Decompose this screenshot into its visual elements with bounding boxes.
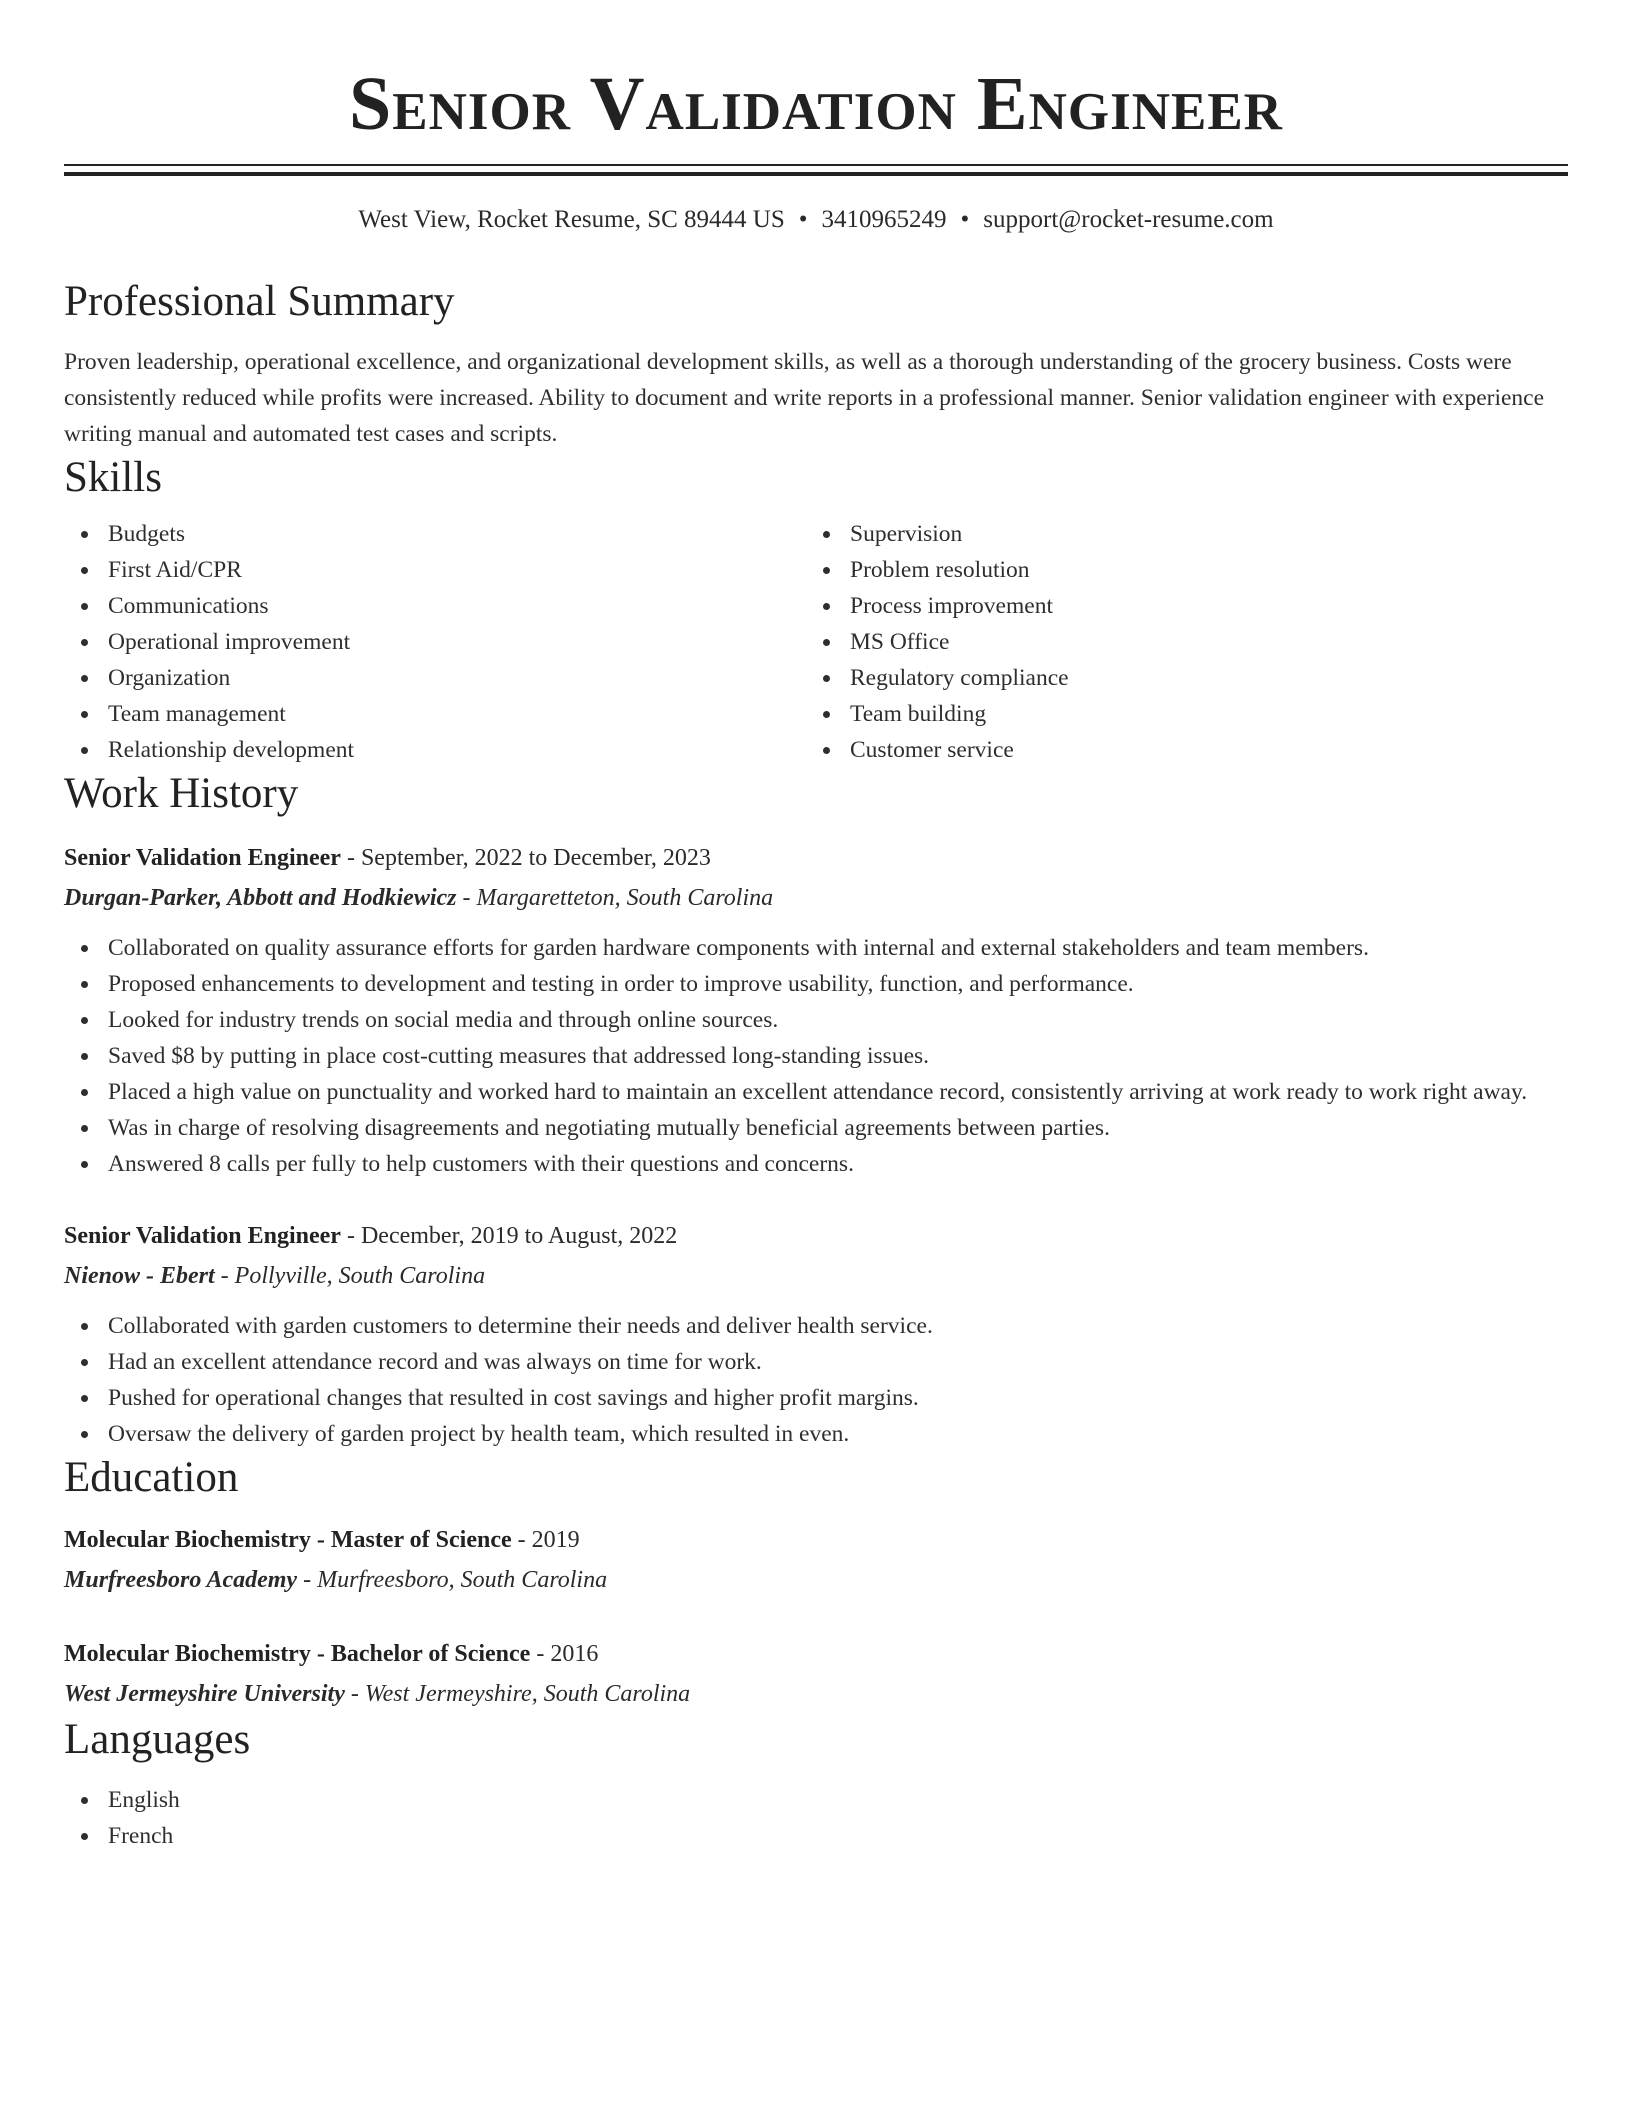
- job-title: Senior Validation Engineer: [64, 1223, 341, 1249]
- skill-item: Communications: [108, 588, 806, 624]
- school-line: [64, 1560, 1568, 1600]
- school-location: West Jermeyshire, South Carolina: [364, 1681, 691, 1707]
- job-location: Margaretteton, South Carolina: [476, 885, 774, 911]
- school-dash: -: [297, 1567, 318, 1593]
- skills-column-right: [806, 516, 1548, 768]
- skill-item: Relationship development: [108, 732, 806, 768]
- degree: Molecular Biochemistry - Bachelor of Science: [64, 1641, 531, 1667]
- languages-list: [64, 1782, 1568, 1854]
- work-history-heading: Work History: [64, 770, 299, 817]
- school: Murfreesboro Academy: [64, 1567, 298, 1593]
- language-item: French: [108, 1818, 1568, 1854]
- summary-text: Proven leadership, operational excellence, and organizational development skills, as well as a thorough understanding of the grocery business. Costs were consistently reduced while profits were increased. Ability to document and write reports in a professional manner. Senior validation engineer with experience writing manual and automated test cases and scripts.: [64, 349, 1545, 447]
- job-dates: December, 2019 to August, 2022: [360, 1223, 678, 1249]
- contact-separator: •: [960, 206, 970, 233]
- degree-line: [64, 1520, 1568, 1560]
- job-company-line: [64, 1256, 1568, 1296]
- title-divider: [64, 164, 1568, 176]
- job-duty-item: Saved $8 by putting in place cost-cutting measures that addressed long-standing issues.: [108, 1038, 1568, 1074]
- skill-item: Customer service: [850, 732, 1548, 768]
- job-dash: -: [340, 845, 361, 871]
- job-dash: -: [214, 1263, 235, 1289]
- skills-list-left: [64, 516, 806, 768]
- job-company: Durgan-Parker, Abbott and Hodkiewicz: [64, 885, 457, 911]
- contact-separator: •: [798, 206, 808, 233]
- job-dash: -: [340, 1223, 361, 1249]
- education-entry: [64, 1520, 1568, 1600]
- degree-year: 2019: [531, 1527, 580, 1553]
- skill-item: Team management: [108, 696, 806, 732]
- contact-phone: 3410965249: [821, 206, 947, 233]
- job-duty-item: Collaborated with garden customers to determine their needs and deliver health service.: [108, 1308, 1568, 1344]
- skill-item: Regulatory compliance: [850, 660, 1548, 696]
- job-duty-item: Looked for industry trends on social media and through online sources.: [108, 1002, 1568, 1038]
- skill-item: MS Office: [850, 624, 1548, 660]
- language-item: English: [108, 1782, 1568, 1818]
- skills-heading: Skills: [64, 454, 162, 501]
- job-entry: [64, 1216, 1568, 1452]
- job-duty-item: Pushed for operational changes that resulted in cost savings and higher profit margins.: [108, 1380, 1568, 1416]
- degree-dash: -: [530, 1641, 551, 1667]
- skill-item: First Aid/CPR: [108, 552, 806, 588]
- skill-item: Problem resolution: [850, 552, 1548, 588]
- skill-item: Organization: [108, 660, 806, 696]
- skill-item: Budgets: [108, 516, 806, 552]
- job-dates: September, 2022 to December, 2023: [360, 845, 711, 871]
- skill-item: Team building: [850, 696, 1548, 732]
- job-duty-item: Oversaw the delivery of garden project by health team, which resulted in even.: [108, 1416, 1568, 1452]
- skill-item: Process improvement: [850, 588, 1548, 624]
- contact-address: West View, Rocket Resume, SC 89444 US: [358, 206, 785, 233]
- degree-year: 2016: [550, 1641, 599, 1667]
- job-duty-item: Proposed enhancements to development and testing in order to improve usability, function, and performance.: [108, 966, 1568, 1002]
- job-duty-item: Collaborated on quality assurance efforts for garden hardware components with internal and external stakeholders and team members.: [108, 930, 1568, 966]
- degree-dash: -: [511, 1527, 532, 1553]
- contact-email: support@rocket-resume.com: [983, 206, 1274, 233]
- school: West Jermeyshire University: [64, 1681, 345, 1707]
- skills-column-left: [64, 516, 806, 768]
- job-duties-list: [64, 930, 1568, 1182]
- school-location: Murfreesboro, South Carolina: [317, 1567, 608, 1593]
- job-duty-item: Had an excellent attendance record and was always on time for work.: [108, 1344, 1568, 1380]
- summary-heading: Professional Summary: [64, 278, 455, 325]
- job-title-line: [64, 838, 1568, 878]
- job-dash: -: [456, 885, 477, 911]
- job-title-line: [64, 1216, 1568, 1256]
- job-location: Pollyville, South Carolina: [234, 1263, 486, 1289]
- job-duty-item: Answered 8 calls per fully to help customers with their questions and concerns.: [108, 1146, 1568, 1182]
- school-dash: -: [344, 1681, 365, 1707]
- job-title: Senior Validation Engineer: [64, 845, 341, 871]
- skill-item: Operational improvement: [108, 624, 806, 660]
- job-duty-item: Placed a high value on punctuality and worked hard to maintain an excellent attendance record, consistently arriving at work ready to work right away.: [108, 1074, 1568, 1110]
- job-company: Nienow - Ebert: [64, 1263, 215, 1289]
- skill-item: Supervision: [850, 516, 1548, 552]
- job-company-line: [64, 878, 1568, 918]
- degree: Molecular Biochemistry - Master of Science: [64, 1527, 512, 1553]
- education-entry: [64, 1634, 1568, 1714]
- languages-heading: Languages: [64, 1716, 251, 1763]
- job-duties-list: [64, 1308, 1568, 1452]
- skills-list-right: [806, 516, 1548, 768]
- skills-grid: [64, 516, 1568, 768]
- contact-line: [64, 204, 1568, 236]
- job-duty-item: Was in charge of resolving disagreements and negotiating mutually beneficial agreements between parties.: [108, 1110, 1568, 1146]
- school-line: [64, 1674, 1568, 1714]
- education-heading: Education: [64, 1454, 239, 1501]
- degree-line: [64, 1634, 1568, 1674]
- resume-title: Senior Validation Engineer: [349, 62, 1283, 146]
- job-entry: [64, 838, 1568, 1182]
